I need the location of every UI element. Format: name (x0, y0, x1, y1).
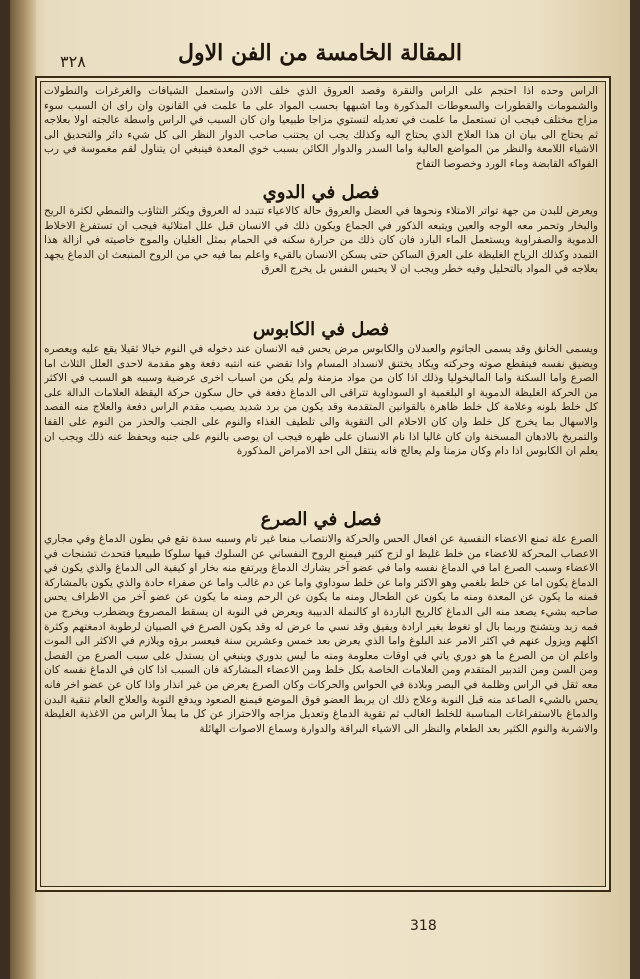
paragraph-dawi: ويعرض للبدن من جهة تواتر الامتلاء ونحوها في العضل والعروق حالة كالاعياء تتبدد له العروق ويكثر التثاؤب والتمطي لكثرة الريح والبخار وتحمر معه الوجه والعين ويتبعه الذكور في الجماع ويكون ذلك في الانسان قبل علل امتلائية فيجب ان تستفرغ الاخلاط الدموية والصفراوية ويستعمل الماء البارد فان كان ذلك من حرارة سكنه في الحمام بمثل الغليان والموج خاصيته في ازالة هذا التمدد وكذلك الرياح الغليظة على العرق الساكن حتى يسكن الانسان بالقيء واعلم بما فيه حي من الروح المنبعث ان الدماغ يجهد بعلاجه في المواد بالتحليل وفيه خطر ويجب ان لا يحبس النفس بل يخرج العرق (44, 205, 598, 276)
book-gutter (10, 0, 36, 979)
paragraph-intro: الراس وحده اذا احتجم على الراس والنقرة وفصد العروق الذي خلف الاذن واستعمل الشيافات والغرغرات والنطولات والشمومات والقطورات والسعوطات المذكورة وما اشبهها بحسب المواد على ما علمت في القانون وان راى ان السبب سوء مزاج مختلف فيجب ان تستعمل ما علمت في تعديله لتستوي مزاجا طبيعيا وان كان السبب في الراس واسطة عالجته اولا بعلاجه ثم يحتاج الى بيان ان هذا العلاج الذي يحتاج اليه وكذلك يجب ان يجتنب صاحب الدوار النظر الى كل شيء دائر والتحديق الى الاشياء اللامعة والنظر من المواضع العالية واما السدر والدوار الكائن بسبب خوي المعدة فينبغي ان يتناول لقم مغموسة في رب الفواكه القابضة وماء الورد وخصوصا التفاح (44, 85, 598, 170)
footer-page-number: 318 (410, 918, 437, 934)
heading-sar: فصل في الصرع (260, 509, 382, 530)
heading-dawi: فصل في الدوي (262, 182, 380, 203)
running-title: المقالة الخامسة من الفن الاول (178, 40, 462, 66)
paragraph-kabus: ويسمى الخانق وقد يسمى الجاثوم والعبدلان والكابوس مرض يحس فيه الانسان عند دخوله في النوم خيالا ثقيلا يقع عليه ويعصره ويضيق نفسه فينقطع صوته وحركته ويكاد يختنق لانسداد المسام واذا تقضي عنه انتبه دفعة وهو مقدمة لاحدى العلل الثلاث اما الصرع واما السكتة واما الماليخوليا وذلك اذا كان من مواد مزمنة ولم يكن من اسباب اخرى عرضية وسببه هو السبب في الاكثر من الحركة الغليظة الدموية او البلغمية او السوداوية تتراقى الى الدماغ دفعة في حال سكون حركة اليقظة العلامات الدالة على كل خلط بلونه وعلامة كل خلط ظاهرة بالقوانين المتقدمة وقد يكون من برد شديد يصيب مقدم الراس دفعة والعلاج منه الفصد والاسهال بما يخرج كل خلط وان كان الاحلام الى التقوية والى تلطيف الغذاء والنوم على الجنب والحذر من النوم على القفا والتمريخ بالادهان المسخنة وان كان غالبا اذا نام الانسان على ظهره فيجب ان يوصى بالنوم على جنبه ويحفظ عنه ذلك ويجب ان يعلم ان الكابوس اذا دام وكان مزمنا ولم يعالج فانه ينتقل الى احد الامراض المذكورة (44, 343, 598, 458)
heading-kabus: فصل في الكابوس (252, 319, 390, 340)
paragraph-sar: الصرع علة تمنع الاعضاء النفسية عن افعال الحس والحركة والانتصاب منعا غير تام وسببه سدة تقع في بطون الدماغ وفي مجاري الاعصاب المحركة للاعضاء من خلط غليظ او لزج كثير فيمنع الروح النفساني عن السلوك فيها سلوكا طبيعيا فتحدث تشنجات في الاعضاء وسبب الصرع اما في الدماغ نفسه واما في عضو آخر يشارك الدماغ ويرتفع منه بخار او كيفية الى الدماغ والذي يكون في الدماغ يكون اما عن خلط بلغمي وهو الاكثر واما عن خلط سوداوي واما عن دم غالب واما عن صفراء حادة والذي يكون بالمشاركة فمنه ما يكون عن المعدة ومنه ما يكون عن الطحال ومنه ما يكون عن الرحم ومنه ما يكون عن عضو آخر من الاطراف يحس صاحبه بشيء يصعد منه الى الدماغ كالريح الباردة او كالنملة الدبيبة ويعرض في النوبة ان يسقط المصروع ويضطرب ويخرج من فمه زبد ويتشنج وربما بال او تغوط بغير ارادة ويفيق وقد نسي ما عرض له وقد يكون الصرع في الصبيان لرطوبة ادمغتهم وكثرة اكلهم ويزول عنهم في اكثر الامر عند البلوغ واما الذي يعرض بعد خمس وعشرين سنة فيعسر برؤه ويلازم في الاكثر الى الموت واعلم ان من الصرع ما هو دوري ياتي في اوقات معلومة ومنه ما ليس بدوري وينبغي ان يستدل على سبب الصرع من الفصل ومن السن ومن التدبير المتقدم ومن العلامات الخاصة بكل خلط ومن الاعضاء المشاركة فان السبب اذا كان في الدماغ نفسه كان معه ثقل في الراس وظلمة في البصر وبلادة في الحواس والحركات وكان الصرع يعرض من غير انذار واذا كان عن عضو اخر فانه يحس بالشيء الصاعد منه قبل النوبة وعلاج ذلك ان يربط العضو فوق الموضع فيمنع الصعود ويدفع النوبة والعلاج العام تنقية البدن والدماغ بالاستفراغات المناسبة للخلط الغالب ثم تقوية الدماغ وتعديل مزاجه والاحتراز عن كل ما يملأ الراس من الاغذية الغليظة والاشربة والنوم الكثير بعد الطعام والنظر الى الاشياء البراقة والدوارة وسماع الاصوات الهائلة (44, 533, 598, 735)
page-number: ٣٢٨ (60, 52, 86, 71)
